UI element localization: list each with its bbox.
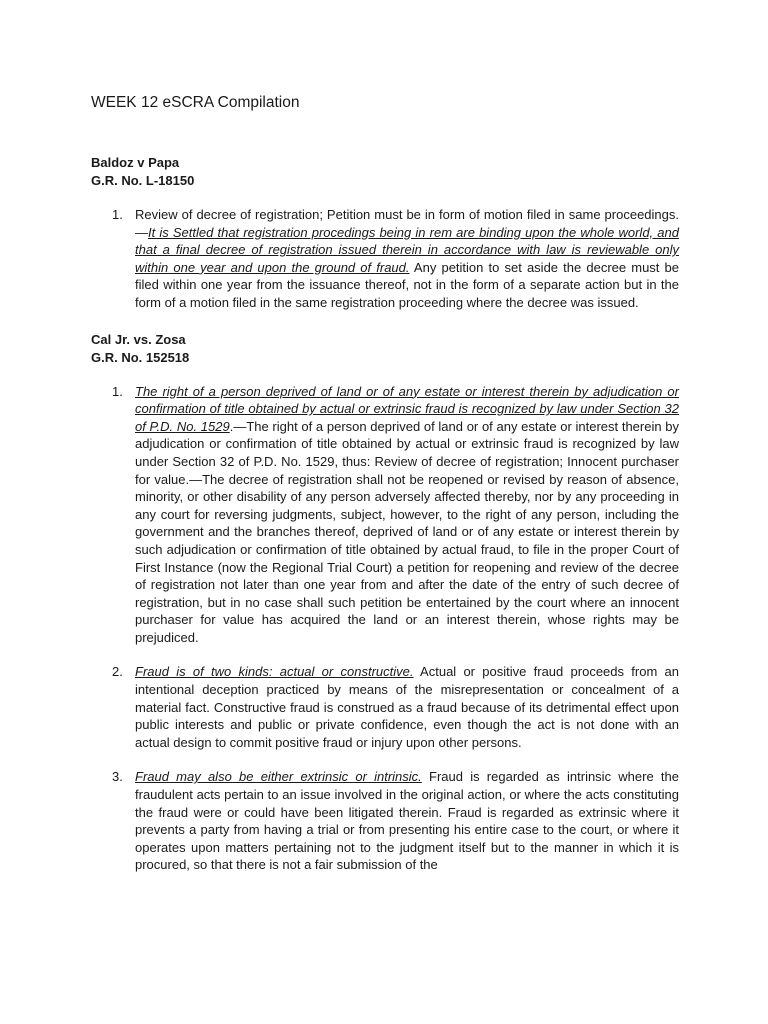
- point-highlight-text: The right of a person deprived of land or of any estate or interest therein by adjudication or confirmation of title obtained by actual or extrinsic fraud is recognized by law under Section 32 of P.D. No. 1529: [135, 383, 679, 434]
- list-item: [91, 663, 679, 751]
- case-name: Baldoz v Papa: [91, 155, 180, 170]
- case-gr-number: G.R. No. L-18150: [91, 173, 195, 188]
- point-body-text: .—The right of a person deprived of land or of any estate or interest therein by adjudication or confirmation of title obtained by actual or extrinsic fraud is recognized by law under Section 32 of P.D. No. 1529, thus: Review of decree of registration; Innocent purchaser for value.—The decree of registration shall not be reopened or revised by reason of absence, minority, or other disability of any person adversely affected thereby, nor by any proceeding in any court for reversing judgments, subject, however, to the right of any person, including the government and the branches thereof, deprived of land or of any estate or interest therein by such adjudication or confirmation of title obtained by actual fraud, to file in the proper Court of First Instance (now the Regional Trial Court) a petition for reopening and review of the decree of registration not later than one year from and after the date of the entry of such decree of registration, but in no case shall such petition be entertained by the court where an innocent purchaser for value has acquired the land or an interest therein, whose rights may be prejudiced.: [135, 418, 680, 645]
- document-title: WEEK 12 eSCRA Compilation: [91, 94, 300, 111]
- point-body-text: Fraud is regarded as intrinsic where the fraudulent acts pertain to an issue involved in the original action, or where the acts constituting the fraud were or could have been litigated therein. Fraud is regarded as extrinsic where it prevents a party from having a trial or from presenting his entire case to the court, or where it operates upon matters pertaining not to the judgment itself but to the manner in which it is procured, so that there is not a fair submission of the: [135, 769, 679, 873]
- point-highlight-text: Fraud may also be either extrinsic or intrinsic.: [135, 769, 422, 785]
- point-highlight-text: It is Settled that registration procedings being in rem are binding upon the whole world, and that a final decree of registration issued therein in accordance with law is reviewable only within one year and upon the ground of fraud.: [135, 224, 679, 275]
- list-number: 2.: [112, 664, 123, 680]
- list-number: 1.: [112, 383, 123, 399]
- point-body-text: Actual or positive fraud proceeds from an intentional deception practiced by means of the misrepresentation or concealment of a material fact. Constructive fraud is construed as a fraud because of its detrimental effect upon public interests and public or private confidence, even though the act is not done with an actual design to commit positive fraud or injury upon other persons.: [135, 664, 680, 750]
- case-points-list: [91, 206, 679, 312]
- case-section: [91, 331, 679, 874]
- document-page: [91, 92, 679, 893]
- case-points-list: [91, 383, 679, 874]
- list-item: [91, 768, 679, 874]
- case-name: Cal Jr. vs. Zosa: [91, 331, 186, 347]
- list-item: [91, 206, 679, 312]
- case-section: [91, 154, 679, 312]
- point-highlight-text: Fraud is of two kinds: actual or constructive.: [135, 664, 414, 680]
- case-gr-number: G.R. No. 152518: [91, 349, 190, 365]
- list-item: [91, 383, 679, 647]
- point-body-text: Any petition to set aside the decree must be filed within one year from the issuance thereof, not in the form of a separate action but in the form of a motion filed in the same registration proceeding where the decree was issued.: [135, 259, 680, 310]
- point-lead-text: Review of decree of registration; Petition must be in form of motion filed in same proceedings.—: [135, 207, 679, 240]
- list-number: 3.: [112, 769, 123, 785]
- list-number: 1.: [112, 207, 123, 222]
